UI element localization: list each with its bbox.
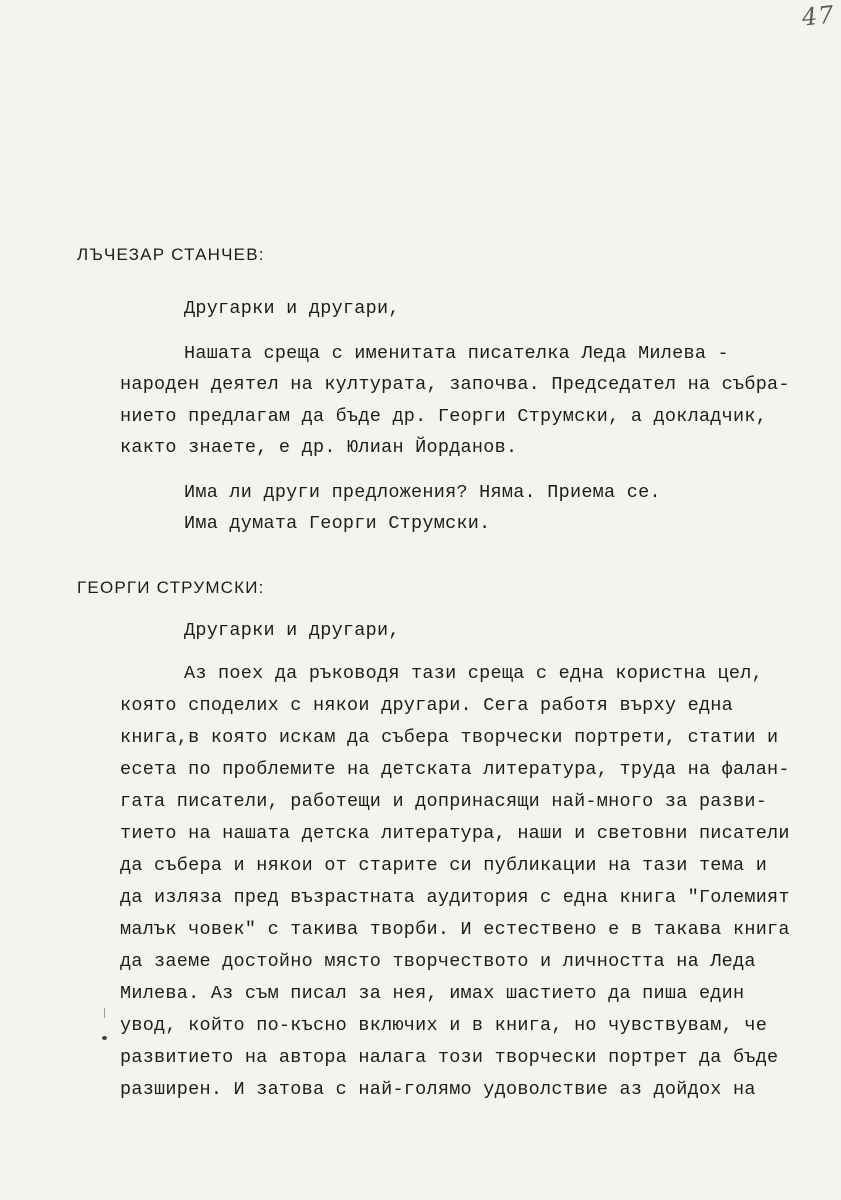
paragraph-line: тието на нашата детска литература, наши и световни писатели	[120, 823, 790, 844]
paragraph-line: есета по проблемите на детската литература, труда на фалан-	[120, 759, 790, 780]
paragraph-line: Има ли други предложения? Няма. Приема се.	[184, 482, 661, 503]
paragraph-line: Нашата среща с именитата писателка Леда Милева -	[184, 343, 729, 364]
paragraph-line: да заеме достойно място творчеството и личността на Леда	[120, 951, 756, 972]
paragraph-line: народен деятел на културата, започва. Председател на събра-	[120, 374, 790, 395]
paragraph-line: която споделих с някои другари. Сега работя върху една	[120, 695, 733, 716]
paragraph-line: книга,в която искам да събера творчески портрети, статии и	[120, 727, 779, 748]
ink-dot	[102, 1036, 107, 1040]
page-number: 47	[801, 0, 837, 32]
paragraph-line: развитието на автора налага този творчески портрет да бъде	[120, 1047, 779, 1068]
paragraph-line: Другарки и другари,	[184, 298, 400, 319]
paragraph-line: Другарки и другари,	[184, 620, 400, 641]
speaker-name: ГЕОРГИ СТРУМСКИ:	[77, 578, 265, 597]
paragraph-line: както знаете, е др. Юлиан Йорданов.	[120, 437, 518, 458]
paragraph-line: Милева. Аз съм писал за нея, имах шастието да пиша един	[120, 983, 745, 1004]
paragraph-line: Има думата Георги Струмски.	[184, 513, 491, 534]
speaker-name: ЛЪЧЕЗАР СТАНЧЕВ:	[77, 245, 265, 264]
paragraph-line: да изляза пред възрастната аудитория с една книга "Големият	[120, 887, 790, 908]
paragraph-line: гата писатели, работещи и допринасящи най-много за разви-	[120, 791, 768, 812]
paragraph-line: малък човек" с такива творби. И естествено е в такава книга	[120, 919, 790, 940]
paragraph-line: нието предлагам да бъде др. Георги Струмски, а докладчик,	[120, 406, 768, 427]
margin-mark	[104, 1008, 105, 1018]
paragraph-line: Аз поех да ръководя тази среща с една користна цел,	[184, 663, 763, 684]
paragraph-line: разширен. И затова с най-голямо удоволствие аз дойдох на	[120, 1079, 756, 1100]
paragraph-line: увод, който по-късно включих и в книга, но чувствувам, че	[120, 1015, 768, 1036]
paragraph-line: да събера и някои от старите си публикации на тази тема и	[120, 855, 768, 876]
